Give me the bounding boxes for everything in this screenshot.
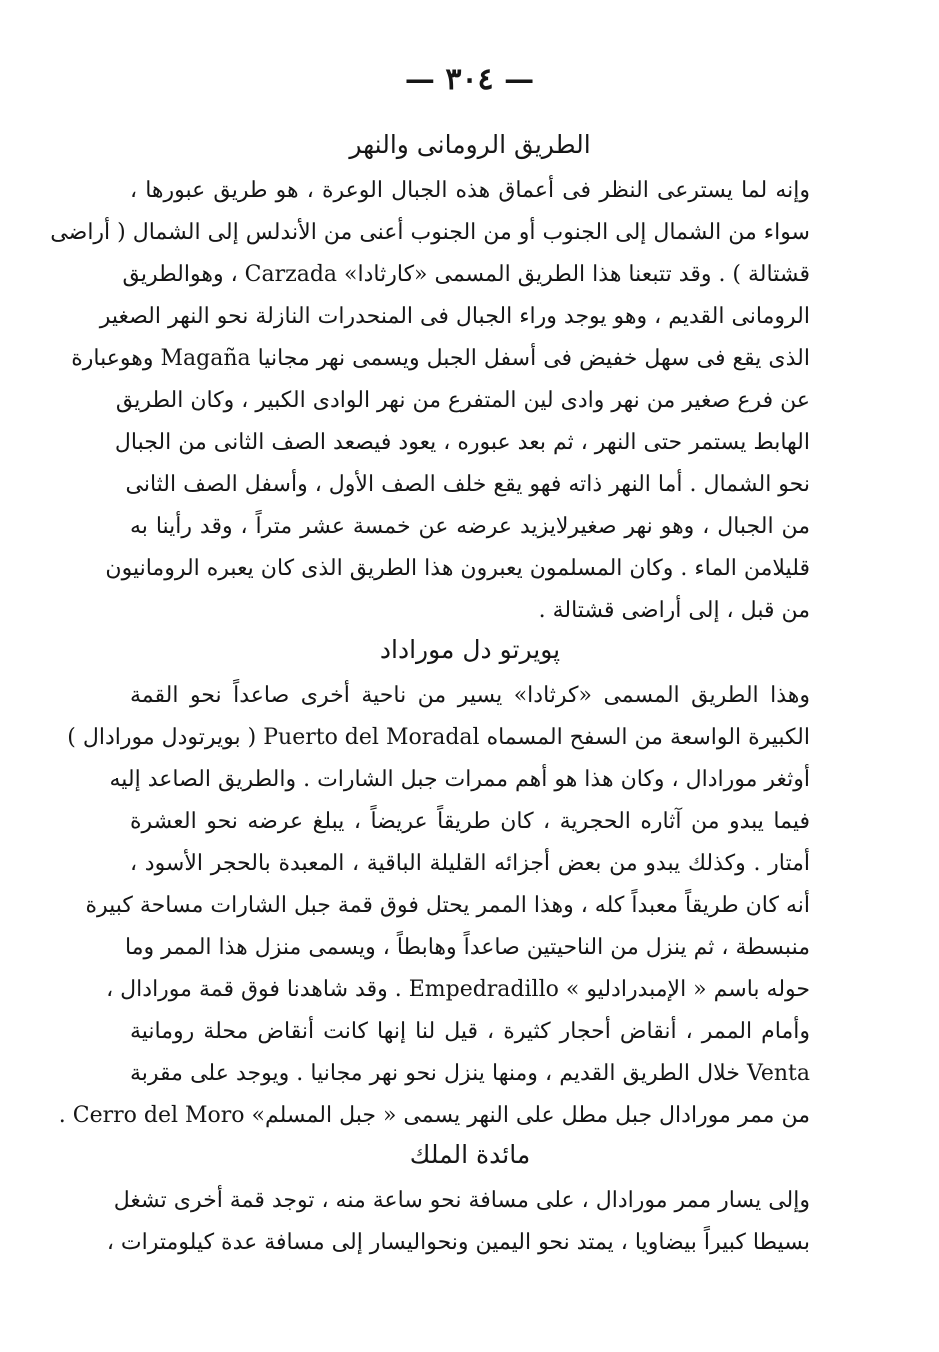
paragraph-line: منبسطة ، ثم ينزل من الناحيتين صاعداً وهابطاً ، ويسمى منزل هذا الممر وما xyxy=(125,935,810,960)
page-number: — ٣٠٤ — xyxy=(404,62,535,97)
paragraph-line: عن فرع صغير من نهر وادى لين المتفرع من نهر الوادى الكبير ، وكان الطريق xyxy=(115,388,810,413)
paragraph-line: وهذا الطريق المسمى «كرثادا» يسير من ناحية أخرى صاعداً نحو القمة xyxy=(130,683,810,708)
paragraph-line: فيما يبدو من آثاره الحجرية ، كان طريقاً عريضاً ، يبلغ عرضه نحو العشرة xyxy=(130,809,810,834)
paragraph-line: نحو الشمال . أما النهر ذاته فهو يقع خلف الصف الأول ، وأسفل الصف الثانى xyxy=(125,472,810,497)
paragraph-line: وأمام الممر ، أنقاض أحجار كثيرة ، قيل لنا إنها كانت أنقاض محلة رومانية xyxy=(130,1019,810,1044)
paragraph-line: وإلى يسار ممر مورادال ، على مسافة نحو ساعة منه ، توجد قمة أخرى تشغل xyxy=(113,1188,810,1213)
paragraph-line: الهابط يستمر حتى النهر ، ثم بعد عبوره ، يعود فيصعد الصف الثانى من الجبال xyxy=(114,430,810,455)
paragraph-line: أنه كان طريقاً معبداً كله ، وهذا الممر يحتل فوق قمة جبل الشارات مساحة كبيرة xyxy=(85,893,810,918)
paragraph-line: أمتار . وكذلك يبدو من بعض أجزائه القليلة الباقية ، المعبدة بالحجر الأسود ، xyxy=(130,851,810,876)
section-heading-roman-road: الطريق الرومانى والنهر xyxy=(349,130,591,159)
section-heading-puerto-del-moradal: پويرتو دل موراداد xyxy=(379,635,561,664)
paragraph-line: قليلامن الماء . وكان المسلمون يعبرون هذا الطريق الذى كان يعبره الرومانيون xyxy=(105,556,810,581)
paragraph-line: الرومانى القديم ، وهو يوجد وراء الجبال فى المنحدرات النازلة نحو النهر الصغير xyxy=(99,304,810,329)
paragraph-line: Venta خلال الطريق القديم ، ومنها ينزل نحو نهر مجانيا . ويوجد على مقربة xyxy=(130,1061,810,1086)
paragraph-line: سواء من الشمال إلى الجنوب أو من الجنوب أعنى من الأندلس إلى الشمال ( أراضى xyxy=(50,220,810,245)
paragraph-line: من ممر مورادال جبل مطل على النهر يسمى « جبل المسلم» Cerro del Moro . xyxy=(58,1103,810,1128)
paragraph-line: قشتالة ) . وقد تتبعنا هذا الطريق المسمى «كارثادا» Carzada ، وهوالطريق xyxy=(122,262,810,287)
paragraph-line: من الجبال ، وهو نهر صغيرلايزيد عرضه عن خمسة عشر متراً ، وقد رأينا به xyxy=(130,514,810,539)
paragraph-line: من قبل ، إلى أراضى قشتالة . xyxy=(538,598,810,623)
paragraph-line: وإنه لما يسترعى النظر فى أعماق هذه الجبال الوعرة ، هو طريق عبورها ، xyxy=(130,178,810,203)
section-heading-kings-table: مائدة الملك xyxy=(409,1140,531,1169)
paragraph-line: بسيطا كبيراً بيضاويا ، يمتد نحو اليمين ونحواليسار إلى مسافة عدة كيلومترات ، xyxy=(106,1230,810,1255)
paragraph-line: الذى يقع فى سهل خفيض فى أسفل الجبل ويسمى نهر مجانيا Magaña وهوعبارة xyxy=(71,346,810,371)
paragraph-line: الكبيرة الواسعة من السفح المسماه Puerto del Moradal ( بويرتودل مورادال ) xyxy=(67,725,810,750)
paragraph-line: حوله باسم « الإمبدرادليو » Empedradillo . وقد شاهدنا فوق قمة مورادال ، xyxy=(106,977,810,1002)
paragraph-line: أوثغر مورادال ، وكان هذا هو أهم ممرات جبل الشارات . والطريق الصاعد إليه xyxy=(109,767,810,792)
